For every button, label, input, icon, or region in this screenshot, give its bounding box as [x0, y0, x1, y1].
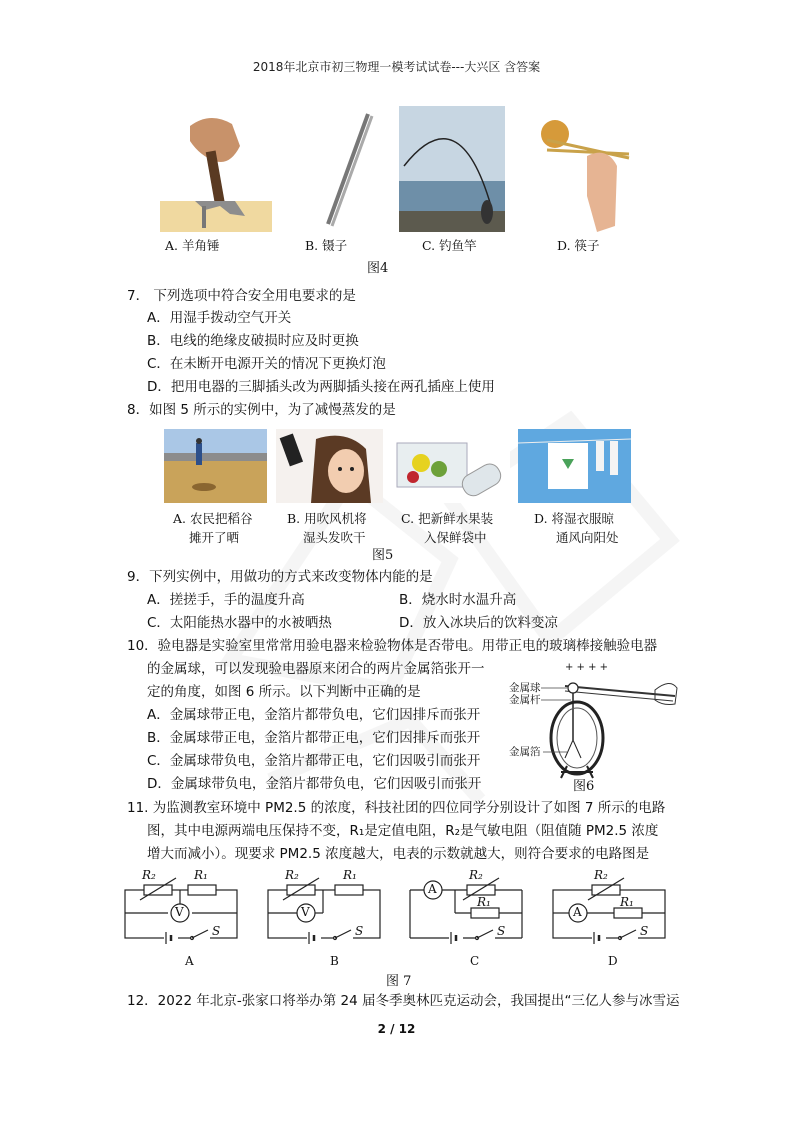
q9-stem: 9．下列实例中，用做功的方式来改变物体内能的是	[127, 569, 433, 585]
fig5-caption: 图5	[372, 548, 394, 563]
fig4-label-a: A. 羊角锤	[165, 238, 220, 253]
photo-chopsticks	[527, 106, 636, 232]
q7-stem: 7． 下列选项中符合安全用电要求的是	[127, 288, 356, 304]
fig4-label-b: B. 镊子	[305, 238, 348, 253]
circuit-b-switch: S	[355, 924, 364, 938]
photo-hammer	[160, 106, 272, 232]
circuit-a-r1: R₁	[194, 868, 208, 882]
circuit-a-switch: S	[212, 924, 221, 938]
photo-fishing-rod	[399, 106, 505, 232]
circuit-c-switch: S	[497, 924, 506, 938]
fig6-rod-label: 金属杆	[509, 694, 541, 706]
fig5-c-line2: 入保鲜袋中	[424, 530, 487, 545]
circuit-a-r2: R₂	[142, 868, 156, 882]
q11-line2: 图，其中电源两端电压保持不变，R₁是定值电阻，R₂是气敏电阻（阻值随 PM2.5 浓度	[147, 823, 659, 839]
fig4-label-d: D. 筷子	[557, 238, 600, 253]
fig6-caption: 图6	[573, 779, 595, 794]
fig5-c-line1: C. 把新鲜水果装	[401, 511, 494, 526]
q9-option-a: A．搓搓手，手的温度升高	[147, 592, 305, 608]
circuit-b-r1: R₁	[343, 868, 357, 882]
q10-option-a: A．金属球带正电，金箔片都带负电，它们因排斥而张开	[147, 707, 481, 723]
fig5-b-line2: 湿头发吹干	[303, 530, 366, 545]
fig5-d-line1: D. 将湿衣服晾	[534, 511, 615, 526]
fig5-b-line1: B. 用吹风机将	[287, 511, 367, 526]
fig5-a-line2: 摊开了晒	[189, 530, 240, 545]
electroscope-diagram	[505, 660, 680, 780]
q11-line1: 11. 为监测教室环境中 PM2.5 的浓度，科技社团的四位同学分别设计了如图 7 所示的电路	[127, 800, 666, 816]
page-number: 2 / 12	[377, 1022, 416, 1036]
q10-line3: 定的角度，如图 6 所示。以下判断中正确的是	[147, 684, 421, 700]
fig7-caption: 图 7	[386, 974, 412, 989]
circuit-b-meter: V	[301, 905, 310, 919]
fig4-label-c: C. 钓鱼竿	[422, 238, 477, 253]
q7-option-a: A．用湿手拨动空气开关	[147, 310, 292, 326]
circuit-b-label: B	[330, 954, 339, 968]
circuit-c-r1: R₁	[477, 895, 491, 909]
fig6-ball-label: 金属球	[509, 682, 541, 694]
q9-option-b: B．烧水时水温升高	[399, 592, 517, 608]
circuit-a-meter: V	[175, 905, 184, 919]
circuit-d-meter: A	[573, 905, 582, 919]
circuit-a	[120, 868, 245, 948]
photo-tweezers	[310, 106, 378, 232]
circuit-b	[263, 868, 388, 948]
circuit-c-label: C	[470, 954, 480, 968]
fig5-a-line1: A. 农民把稻谷	[173, 511, 253, 526]
photo-laundry	[518, 429, 631, 503]
q7-option-d: D．把用电器的三脚插头改为两脚插头接在两孔插座上使用	[147, 379, 495, 395]
q11-line3: 增大而减小）。现要求 PM2.5 浓度越大，电表的示数就越大，则符合要求的电路图是	[147, 846, 650, 862]
photo-hair-dryer	[276, 429, 383, 503]
q10-line2: 的金属球，可以发现验电器原来闭合的两片金属箔张开一	[147, 661, 485, 677]
fig5-d-line2: 通风向阳处	[556, 530, 619, 545]
photo-drying-grain	[164, 429, 267, 503]
fig6-charges: + + + +	[565, 662, 609, 673]
circuit-d-switch: S	[640, 924, 649, 938]
circuit-d	[548, 868, 673, 948]
q8-stem: 8．如图 5 所示的实例中，为了减慢蒸发的是	[127, 402, 396, 418]
circuit-b-r2: R₂	[285, 868, 299, 882]
circuit-c	[405, 868, 530, 948]
fig4-caption: 图4	[367, 261, 389, 276]
q10-option-c: C．金属球带负电，金箔片都带正电，它们因吸引而张开	[147, 753, 481, 769]
circuit-c-r2: R₂	[469, 868, 483, 882]
q10-line1: 10．验电器是实验室里常常用验电器来检验物体是否带电。用带正电的玻璃棒接触验电器	[127, 638, 658, 654]
photo-fruit-wrap	[391, 429, 510, 503]
q9-option-d: D．放入冰块后的饮料变凉	[399, 615, 558, 631]
circuit-c-meter: A	[428, 882, 437, 896]
q7-option-c: C．在未断开电源开关的情况下更换灯泡	[147, 356, 386, 372]
page-header: 2018年北京市初三物理一模考试试卷---大兴区 含答案	[252, 60, 541, 74]
circuit-d-r1: R₁	[620, 895, 634, 909]
q12-line1: 12．2022 年北京-张家口将举办第 24 届冬季奥林匹克运动会，我国提出“三亿人参与冰雪运	[127, 993, 680, 1009]
circuit-d-r2: R₂	[594, 868, 608, 882]
q7-option-b: B．电线的绝缘皮破损时应及时更换	[147, 333, 359, 349]
q9-option-c: C．太阳能热水器中的水被晒热	[147, 615, 332, 631]
q10-option-b: B．金属球带正电，金箔片都带正电，它们因排斥而张开	[147, 730, 481, 746]
q10-option-d: D．金属球带负电，金箔片都带负电，它们因吸引而张开	[147, 776, 482, 792]
fig6-foil-label: 金属箔	[509, 746, 541, 758]
circuit-a-label: A	[185, 954, 194, 968]
circuit-d-label: D	[608, 954, 618, 968]
